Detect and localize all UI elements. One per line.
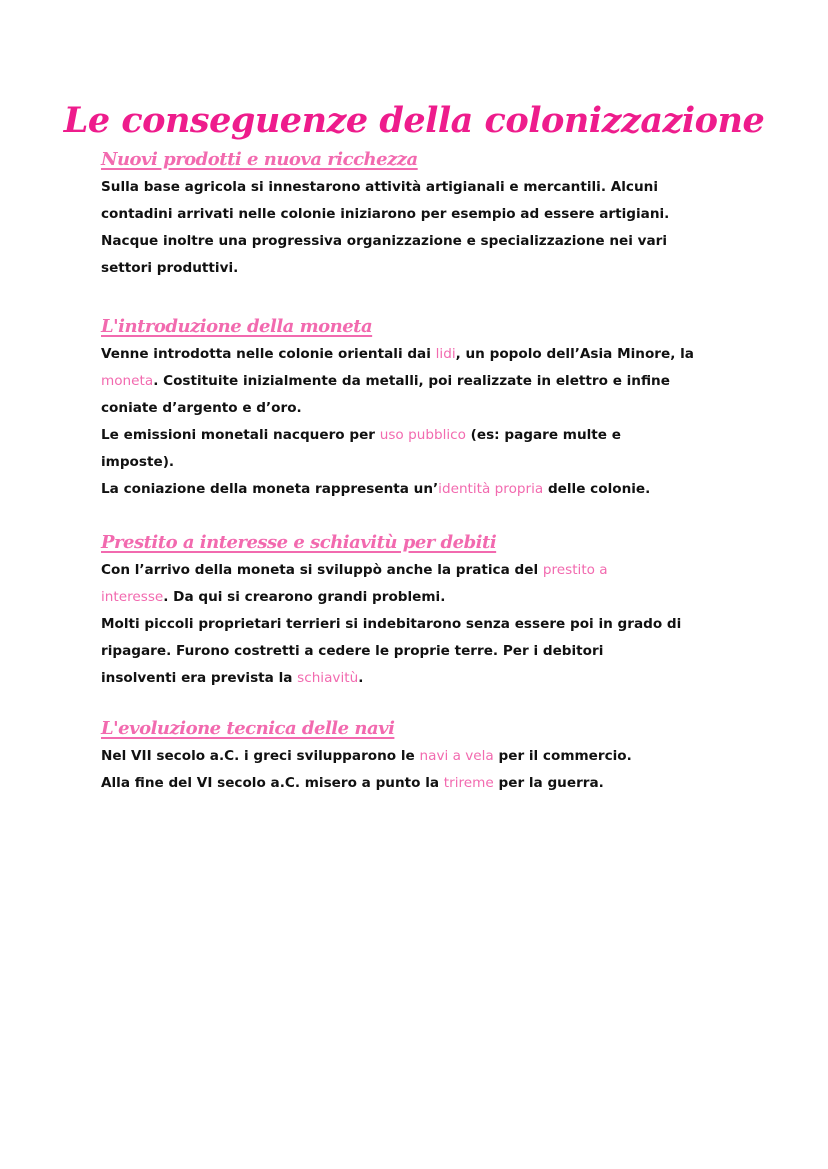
text-segment: Le emissioni monetali nacquero per xyxy=(101,427,380,443)
text-line xyxy=(101,584,741,611)
text-segment: Alla fine del VI secolo a.C. misero a punto la xyxy=(101,775,444,791)
text-line xyxy=(101,638,741,665)
text-segment: , un popolo dell’Asia Minore, la xyxy=(455,346,694,362)
highlighted-term: prestito a xyxy=(542,562,608,578)
text-segment: Venne introdotta nelle colonie orientali dai xyxy=(101,346,436,362)
text-segment: per il commercio. xyxy=(493,748,632,764)
highlighted-term: lidi xyxy=(435,346,456,362)
text-segment: Nel VII secolo a.C. i greci svilupparono le xyxy=(101,748,420,764)
highlighted-term: moneta xyxy=(101,373,154,389)
text-line xyxy=(101,449,741,476)
text-line xyxy=(101,743,741,770)
highlighted-term: interesse xyxy=(101,589,164,605)
text-segment: Con l’arrivo della moneta si sviluppò anche la pratica del xyxy=(101,562,543,578)
text-segment: Nacque inoltre una progressiva organizzazione e specializzazione nei vari xyxy=(101,233,668,249)
text-segment: . xyxy=(358,670,364,686)
text-line xyxy=(101,770,741,797)
text-segment: Sulla base agricola si innestarono attività artigianali e mercantili. Alcuni xyxy=(101,179,658,195)
text-segment: contadini arrivati nelle colonie iniziarono per esempio ad essere artigiani. xyxy=(101,206,670,222)
text-segment: (es: pagare multe e xyxy=(465,427,621,443)
text-segment: delle colonie. xyxy=(543,481,651,497)
text-line xyxy=(101,255,741,282)
text-line xyxy=(101,341,741,368)
text-segment: Molti piccoli proprietari terrieri si indebitarono senza essere poi in grado di xyxy=(101,616,682,632)
text-segment: ripagare. Furono costretti a cedere le proprie terre. Per i debitori xyxy=(101,643,604,659)
text-line xyxy=(101,665,741,692)
text-segment: . Da qui si crearono grandi problemi. xyxy=(163,589,446,605)
text-line xyxy=(101,201,741,228)
section-prestito xyxy=(101,529,741,692)
text-line xyxy=(101,557,741,584)
text-segment: insolventi era prevista la xyxy=(101,670,298,686)
text-line xyxy=(101,422,741,449)
text-line xyxy=(101,611,741,638)
section-heading: L'introduzione della moneta xyxy=(101,316,373,337)
highlighted-term: schiavitù xyxy=(297,670,359,686)
highlighted-term: navi a vela xyxy=(419,748,494,764)
text-line xyxy=(101,368,741,395)
text-line xyxy=(101,395,741,422)
text-segment: La coniazione della moneta rappresenta un’ xyxy=(101,481,439,497)
section-heading: Prestito a interesse e schiavitù per debiti xyxy=(101,532,497,553)
text-line xyxy=(101,476,741,503)
text-segment: coniate d’argento e d’oro. xyxy=(101,400,302,416)
highlighted-term: identità propria xyxy=(438,481,544,497)
text-segment: per la guerra. xyxy=(493,775,604,791)
section-heading: Nuovi prodotti e nuova ricchezza xyxy=(101,149,418,170)
section-nuovi-prodotti xyxy=(101,146,741,282)
highlighted-term: uso pubblico xyxy=(379,427,466,443)
highlighted-term: trireme xyxy=(443,775,494,791)
text-segment: imposte). xyxy=(101,454,175,470)
text-segment: . Costituite inizialmente da metalli, poi realizzate in elettro e infine xyxy=(153,373,670,389)
text-segment: settori produttivi. xyxy=(101,260,239,276)
text-line xyxy=(101,228,741,255)
section-moneta xyxy=(101,313,741,503)
text-line xyxy=(101,174,741,201)
section-navi xyxy=(101,715,741,797)
section-heading: L'evoluzione tecnica delle navi xyxy=(101,718,395,739)
page-title: Le conseguenze della colonizzazione xyxy=(63,100,765,141)
